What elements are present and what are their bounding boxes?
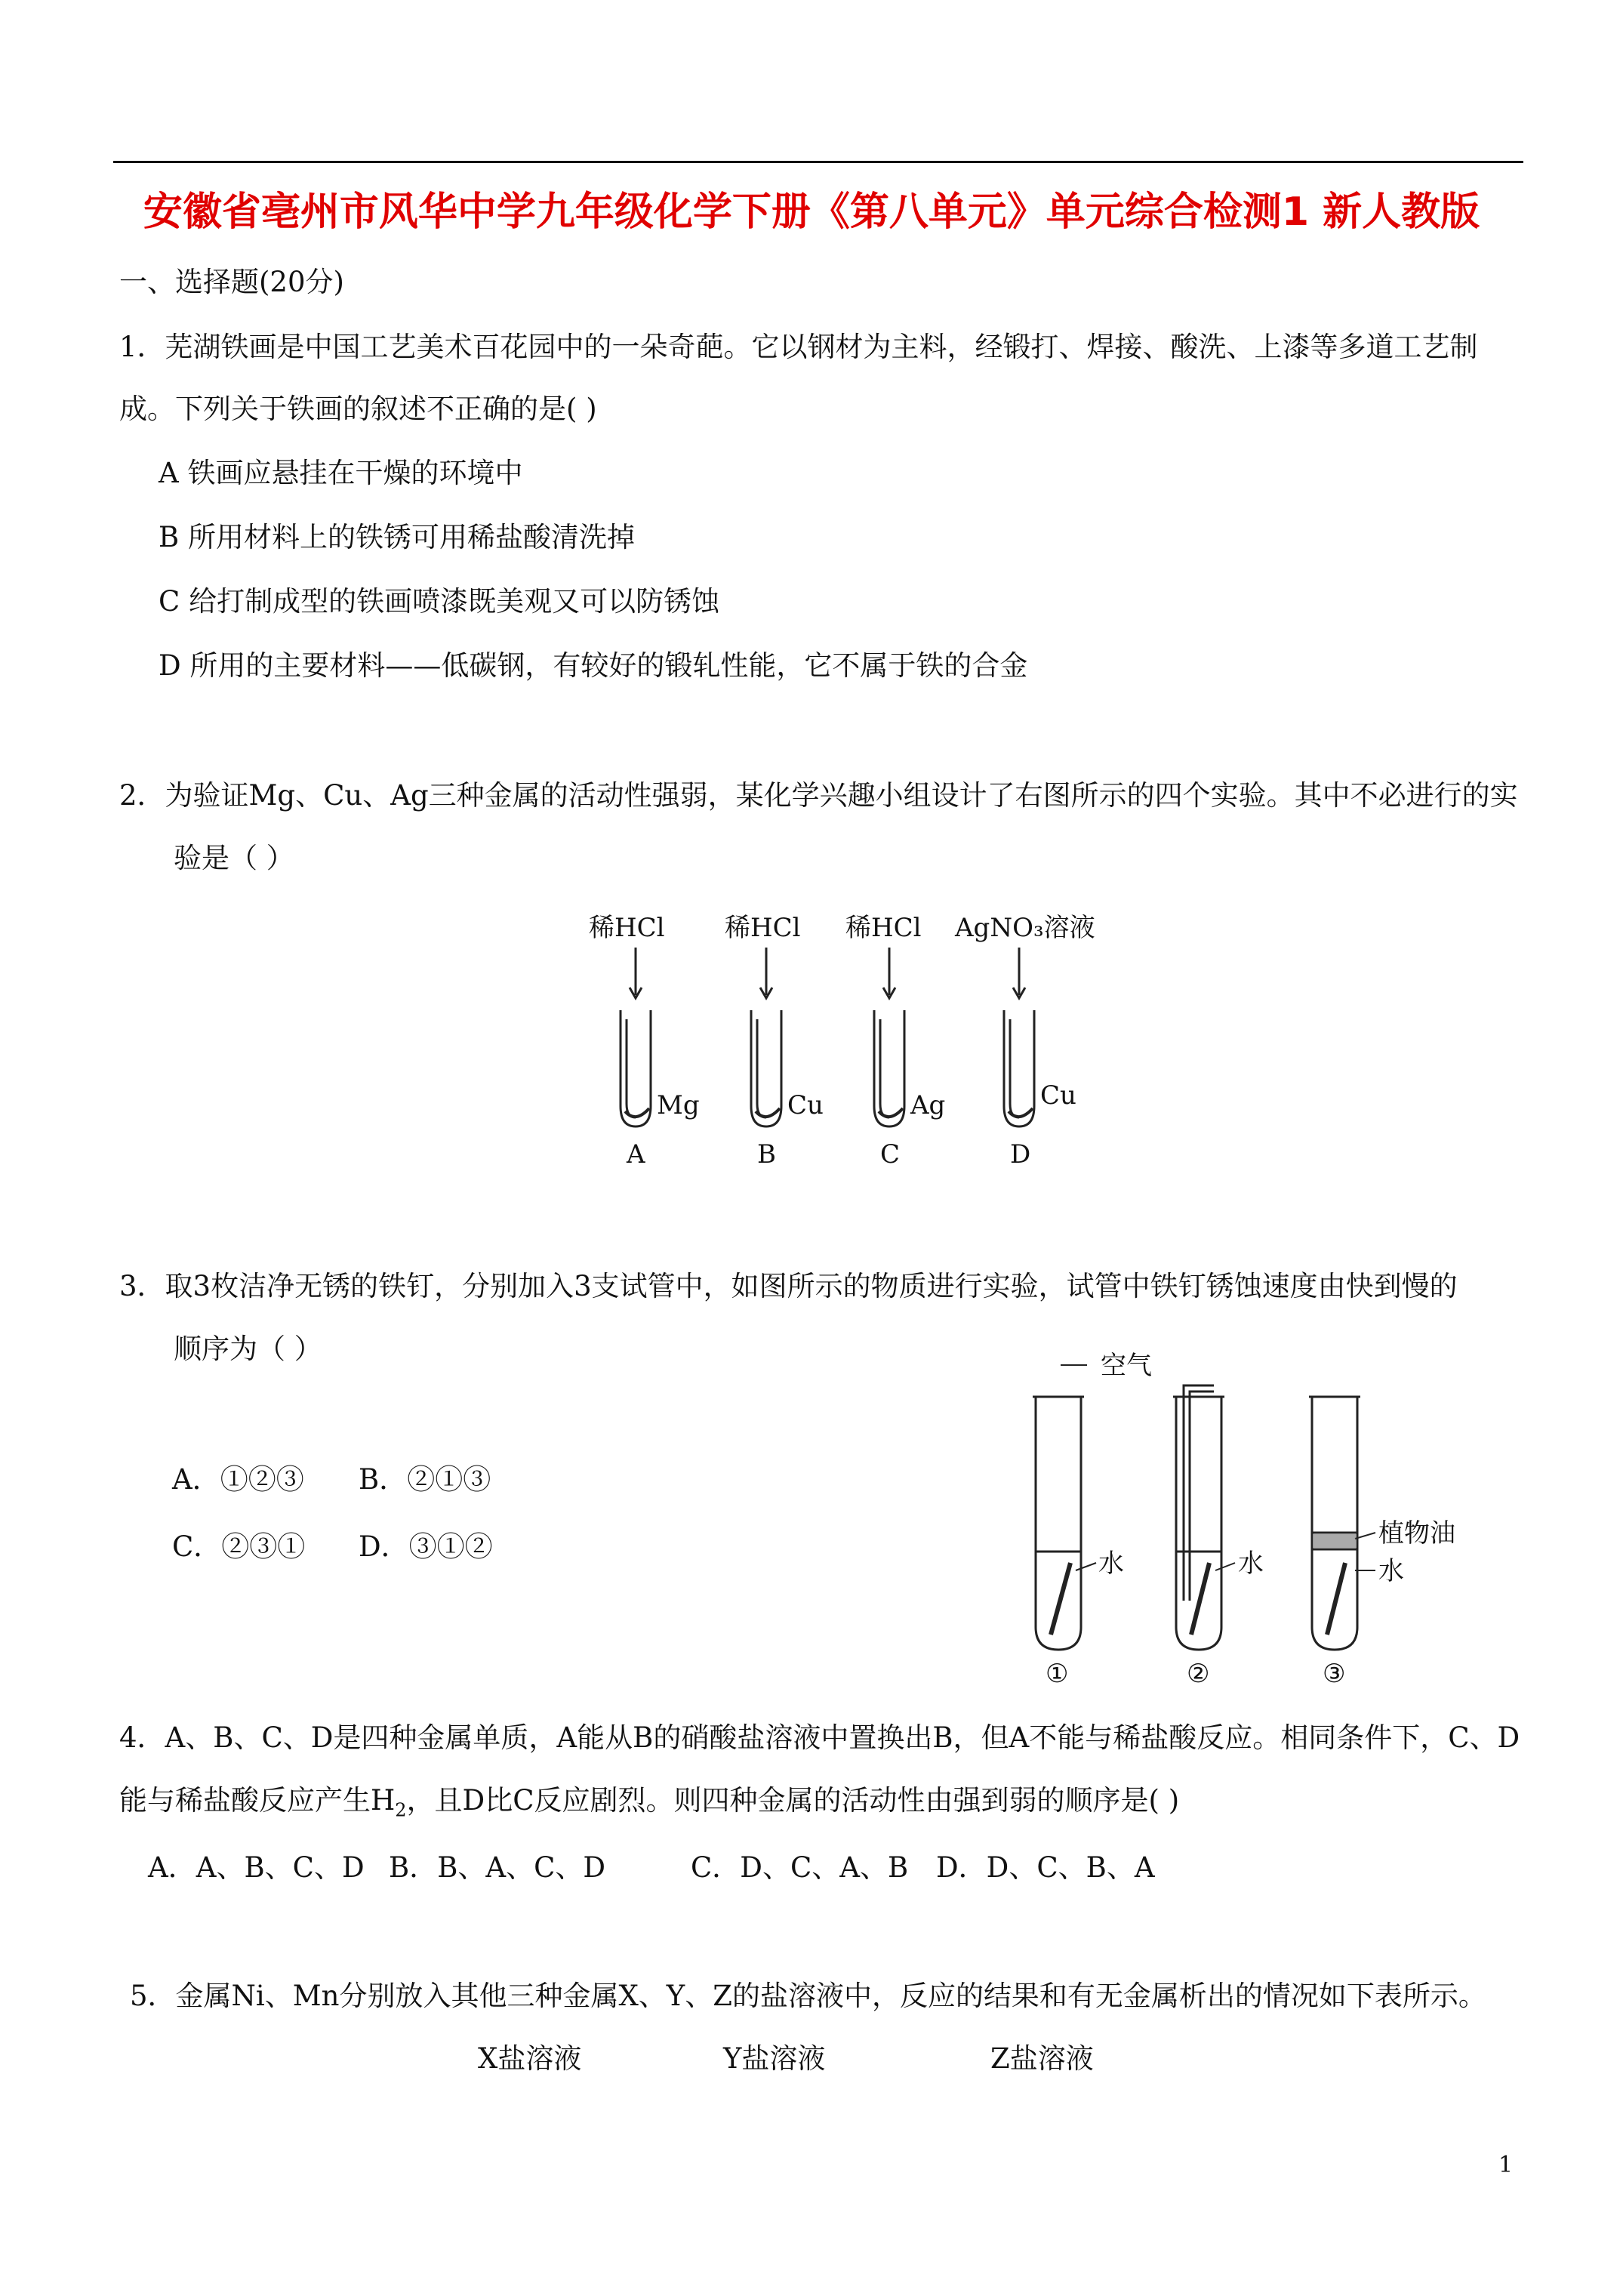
q3-stem-line2: 顺序为（ ） (174, 1333, 322, 1365)
q3-tube-label-2: ② (1187, 1659, 1210, 1689)
q2-reagent-c: 稀HCl (845, 913, 922, 943)
q3-stem-line1: 3．取3枚洁净无锈的铁钉，分别加入3支试管中，如图所示的物质进行实验，试管中铁钉锈蚀速度由快到慢的 (119, 1270, 1458, 1302)
q2-label-a: A (627, 1139, 645, 1170)
q3-water-label-2: 水 (1238, 1549, 1264, 1579)
q5-stem: 5．金属Ni、Mn分别放入其他三种金属X、Y、Z的盐溶液中，反应的结果和有无金属析出的情况如下表所示。 (130, 1980, 1486, 2012)
q4-option-a: A．A、B、C、D (148, 1851, 365, 1884)
q2-tube-a (621, 948, 651, 1126)
q2-reagent-b: 稀HCl (725, 913, 801, 943)
q2-reagent-d: AgNO₃溶液 (955, 913, 1095, 943)
q3-option-c: C．②③① (172, 1530, 306, 1563)
header-rule (113, 161, 1523, 163)
q3-option-b: B．②①③ (359, 1463, 491, 1496)
q4-stem-line2: 能与稀盐酸反应产生$H_2$，且D比C反应剧烈。则四种金属的活动性由强到弱的顺序是( ) (119, 1784, 1180, 1821)
q3-tube-3 (1309, 1397, 1360, 1650)
q1-option-c: C 给打制成型的铁画喷漆既美观又可以防锈蚀 (159, 585, 720, 618)
q3-water-label-3: 水 (1378, 1556, 1404, 1586)
q3-option-d: D．③①② (359, 1530, 493, 1563)
q3-tube-label-1: ① (1046, 1659, 1069, 1689)
q2-metal-c: Ag (910, 1090, 946, 1120)
q2-tube-b (751, 948, 781, 1126)
q3-water-label-1: 水 (1098, 1549, 1124, 1579)
q4-option-d: D．D、C、B、A (936, 1851, 1155, 1884)
q1-stem-line2: 成。下列关于铁画的叙述不正确的是( ) (119, 393, 597, 425)
q2-label-d: D (1010, 1139, 1031, 1170)
q2-reagent-a: 稀HCl (589, 913, 665, 943)
q3-option-a: A．①②③ (172, 1463, 304, 1496)
page-number: 1 (1498, 2152, 1514, 2178)
q1-option-b: B 所用材料上的铁锈可用稀盐酸清洗掉 (159, 521, 635, 553)
q3-air-label: 空气 (1101, 1351, 1152, 1381)
q4-stem-line1: 4．A、B、C、D是四种金属单质，A能从B的硝酸盐溶液中置换出B，但A不能与稀盐酸反应。相同条件下，C、D (119, 1721, 1520, 1754)
q2-metal-b: Cu (787, 1090, 824, 1120)
q5-table-header-y: Y盐溶液 (723, 2042, 826, 2075)
document-title: 安徽省亳州市风华中学九年级化学下册《第八单元》单元综合检测1 新人教版 (143, 190, 1480, 235)
q2-tube-d (1004, 948, 1034, 1126)
q3-iron-nail-figure (1012, 1344, 1480, 1691)
q5-table-header-z: Z盐溶液 (990, 2042, 1094, 2075)
q3-oil-label: 植物油 (1378, 1518, 1455, 1549)
q3-tube-label-3: ③ (1323, 1659, 1346, 1689)
q2-metal-a: Mg (657, 1090, 700, 1120)
q1-stem-line1: 1．芜湖铁画是中国工艺美术百花园中的一朵奇葩。它以钢材为主料，经锻打、焊接、酸洗、上漆等多道工艺制 (119, 331, 1478, 363)
q2-stem-line2: 验是（ ） (174, 842, 294, 874)
section-heading: 一、选择题(20分) (119, 266, 344, 298)
q2-metal-d: Cu (1040, 1080, 1076, 1111)
q2-label-c: C (880, 1139, 901, 1170)
q2-test-tube-figure (574, 906, 1117, 1185)
q2-stem-line1: 2．为验证Mg、Cu、Ag三种金属的活动性强弱，某化学兴趣小组设计了右图所示的四个实验。其中不必进行的实 (119, 779, 1518, 812)
q2-tube-c (874, 948, 904, 1126)
q4-option-b: B．B、A、C、D (389, 1851, 606, 1884)
q1-option-a: A 铁画应悬挂在干燥的环境中 (159, 457, 523, 489)
q3-tube-2 (1173, 1385, 1224, 1650)
q1-option-d: D 所用的主要材料——低碳钢，有较好的锻轧性能，它不属于铁的合金 (159, 649, 1028, 682)
q3-tube-1 (1033, 1397, 1084, 1650)
q5-table-header-x: X盐溶液 (478, 2042, 582, 2075)
q4-option-c: C．D、C、A、B (691, 1851, 909, 1884)
q2-label-b: B (757, 1139, 776, 1170)
